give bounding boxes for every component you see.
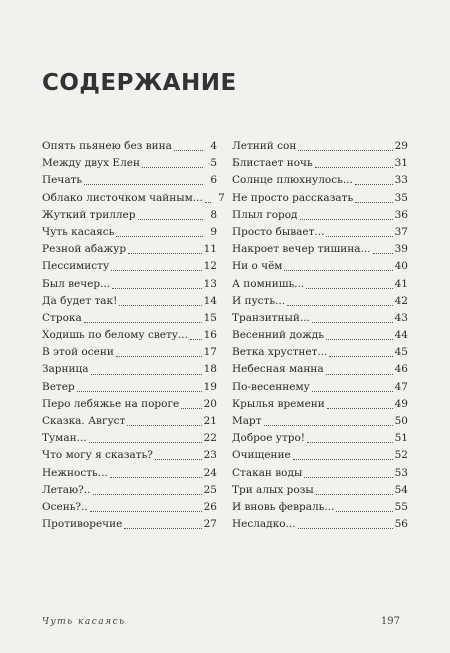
toc-entry-title: Облако листочком чайным... (42, 191, 203, 204)
toc-entry-title: Ни о чём (232, 260, 283, 273)
toc-entry-page: 26 (203, 500, 217, 513)
toc-entry (42, 172, 217, 189)
dot-leader (304, 477, 392, 478)
dot-leader (110, 477, 202, 478)
toc-entry-page: 25 (203, 483, 217, 496)
toc-entry (232, 190, 408, 207)
toc-entry (232, 258, 408, 275)
dot-leader (284, 270, 392, 271)
dot-leader (116, 356, 202, 357)
toc-entry-title: Осень?.. (42, 500, 88, 513)
toc-entry-title: Небесная манна (232, 363, 324, 376)
dot-leader (298, 150, 392, 151)
toc-entry (42, 430, 217, 447)
toc-entry (232, 482, 408, 499)
dot-leader (329, 356, 392, 357)
toc-column-left (42, 138, 225, 533)
toc-entry-page: 14 (203, 294, 217, 307)
toc-entry (42, 241, 217, 258)
toc-entry (42, 396, 217, 413)
toc-entry-page: 37 (394, 225, 408, 238)
toc-entry-page: 13 (203, 277, 217, 290)
toc-entry-page: 52 (394, 449, 408, 462)
dot-leader (312, 322, 393, 323)
toc-entry-title: Летний сон (232, 140, 297, 152)
toc-entry (232, 224, 408, 241)
dot-leader (205, 202, 211, 203)
dot-leader (300, 219, 393, 220)
toc-entry (42, 276, 217, 293)
toc-entry-page: 27 (203, 518, 217, 531)
toc-entry-page: 20 (203, 397, 217, 410)
toc-entry (42, 190, 225, 207)
toc-entry-page: 35 (394, 191, 408, 204)
toc-entry (42, 224, 217, 241)
toc-entry-title: Просто бывает... (232, 225, 325, 238)
toc-entry (232, 138, 408, 155)
dot-leader (127, 425, 201, 426)
dot-leader (89, 442, 202, 443)
toc-entry-title: Противоречие (42, 518, 123, 531)
toc-entry-page: 29 (394, 140, 408, 152)
toc-entry-title: Перо лебяжье на пороге (42, 397, 180, 410)
toc-entry-page: 55 (394, 500, 408, 513)
toc-entry-page: 51 (394, 432, 408, 445)
toc-entry-title: Несладко... (232, 518, 296, 531)
toc-entry (232, 379, 408, 396)
dot-leader (138, 219, 204, 220)
toc-entry-page: 56 (394, 518, 408, 531)
toc-entry-title: Блистает ночь (232, 157, 313, 170)
toc-entry-title: Солнце плюхнулось... (232, 174, 353, 187)
toc-entry-page: 43 (394, 311, 408, 324)
dot-leader (315, 167, 393, 168)
toc-entry-page: 41 (394, 277, 408, 290)
toc-entry (42, 361, 217, 378)
toc-entry-page: 9 (210, 225, 217, 238)
toc-entry (42, 138, 217, 155)
toc-entry (232, 310, 408, 327)
dot-leader (77, 391, 202, 392)
toc-entry (42, 499, 217, 516)
toc-entry-title: Март (232, 415, 262, 427)
toc-entry-page: 23 (203, 449, 217, 462)
toc-entry-page: 47 (394, 380, 408, 393)
toc-entry-page: 50 (394, 415, 408, 427)
dot-leader (119, 305, 201, 306)
toc-entry (232, 465, 408, 482)
toc-entry (232, 499, 408, 516)
toc-entry-page: 4 (210, 140, 217, 152)
toc-entry (232, 516, 408, 533)
toc-entry-title: Три алых розы (232, 483, 314, 496)
toc-entry-title: Доброе утро! (232, 432, 306, 445)
dot-leader (112, 288, 202, 289)
dot-leader (142, 167, 203, 168)
toc-entry-page: 42 (394, 294, 408, 307)
dot-leader (190, 339, 202, 340)
toc-entry-title: Транзитный... (232, 311, 310, 324)
dot-leader (298, 528, 393, 529)
dot-leader (181, 408, 201, 409)
toc-entry-page: 7 (218, 191, 225, 204)
dot-leader (124, 528, 201, 529)
toc-entry-title: По-весеннему (232, 380, 310, 393)
page-title: СОДЕРЖАНИЕ (42, 70, 237, 96)
toc-entry (232, 241, 408, 258)
toc-entry-title: Зарница (42, 363, 89, 376)
toc-entry-title: Сказка. Август (42, 415, 126, 427)
toc-entry (42, 293, 217, 310)
toc-entry (42, 482, 217, 499)
toc-entry (232, 155, 408, 172)
dot-leader (84, 184, 203, 185)
toc-entry-page: 6 (210, 174, 217, 187)
toc-entry (232, 396, 408, 413)
toc-entry-title: Резной абажур (42, 243, 127, 256)
toc-entry (232, 430, 408, 447)
toc-entry (42, 413, 217, 430)
toc-entry-page: 33 (394, 174, 408, 187)
toc-entry-title: Не просто рассказать (232, 191, 354, 204)
toc-entry-page: 11 (203, 243, 217, 256)
toc-entry-title: Нежность... (42, 466, 108, 479)
toc-entry-title: Чуть касаясь (42, 225, 115, 238)
toc-entry-title: Очищение (232, 449, 291, 462)
dot-leader (316, 494, 393, 495)
dot-leader (91, 374, 202, 375)
dot-leader (327, 408, 393, 409)
dot-leader (84, 322, 202, 323)
toc-entry (42, 310, 217, 327)
toc-entry-title: Стакан воды (232, 466, 303, 479)
toc-entry (232, 293, 408, 310)
dot-leader (326, 236, 392, 237)
toc-entry-page: 15 (203, 311, 217, 324)
toc-entry-page: 54 (394, 483, 408, 496)
dot-leader (174, 150, 203, 151)
toc-entry-title: Печать (42, 174, 83, 187)
toc-entry (232, 276, 408, 293)
toc-entry-page: 19 (203, 380, 217, 393)
toc-entry-page: 46 (394, 363, 408, 376)
toc-entry-page: 45 (394, 346, 408, 359)
toc-entry-title: И вновь февраль... (232, 500, 335, 513)
toc-entry-title: Весенний дождь (232, 329, 324, 342)
toc-entry-title: Летаю?.. (42, 483, 91, 496)
toc-entry (232, 361, 408, 378)
running-title: Чуть касаясь (42, 617, 126, 627)
toc-entry (232, 172, 408, 189)
toc-entry-page: 17 (203, 346, 217, 359)
toc-entry-title: Что могу я сказать? (42, 449, 153, 462)
toc-entry-page: 12 (203, 260, 217, 273)
dot-leader (373, 253, 393, 254)
dot-leader (128, 253, 202, 254)
toc-entry-title: Туман... (42, 432, 87, 445)
toc-entry-page: 8 (210, 208, 217, 221)
toc-entry-title: Ходишь по белому свету... (42, 329, 188, 342)
toc-entry-title: Крылья времени (232, 397, 325, 410)
toc-entry (232, 344, 408, 361)
toc-entry-page: 18 (203, 363, 217, 376)
toc-entry-title: Был вечер... (42, 277, 111, 290)
toc-entry-title: Ветер (42, 380, 75, 393)
dot-leader (307, 442, 393, 443)
dot-leader (326, 339, 393, 340)
dot-leader (312, 391, 393, 392)
toc-entry-title: Накроет вечер тишина... (232, 243, 371, 256)
dot-leader (264, 425, 393, 426)
toc-entry-title: Между двух Елен (42, 157, 140, 170)
dot-leader (287, 305, 393, 306)
toc-entry-page: 39 (394, 243, 408, 256)
toc-entry-page: 40 (394, 260, 408, 273)
dot-leader (90, 511, 202, 512)
toc-entry-page: 36 (394, 208, 408, 221)
toc-entry (42, 516, 217, 533)
toc-entry-title: А помнишь... (232, 277, 305, 290)
toc-entry-page: 5 (210, 157, 217, 170)
dot-leader (293, 459, 393, 460)
toc-entry (232, 327, 408, 344)
toc-entry-page: 24 (203, 466, 217, 479)
toc-entry (232, 413, 408, 430)
toc-entry-title: В этой осени (42, 346, 114, 359)
toc-entry-page: 53 (394, 466, 408, 479)
toc-entry (42, 327, 217, 344)
dot-leader (116, 236, 203, 237)
toc-column-right (232, 138, 408, 533)
toc-entry-page: 49 (394, 397, 408, 410)
toc-entry-page: 44 (394, 329, 408, 342)
dot-leader (355, 184, 393, 185)
toc-entry-page: 22 (203, 432, 217, 445)
toc-entry-title: Пессимисту (42, 260, 110, 273)
dot-leader (336, 511, 392, 512)
toc-entry-title: И пусть... (232, 294, 286, 307)
toc-entry-page: 21 (203, 415, 217, 427)
toc-entry (42, 447, 217, 464)
toc-entry (232, 207, 408, 224)
dot-leader (155, 459, 202, 460)
toc-entry (42, 379, 217, 396)
toc-entry-title: Да будет так! (42, 294, 118, 307)
dot-leader (93, 494, 202, 495)
dot-leader (355, 202, 392, 203)
toc-entry (42, 258, 217, 275)
dot-leader (326, 374, 393, 375)
toc-entry-title: Ветка хрустнет... (232, 346, 328, 359)
toc-entry-title: Опять пьянею без вина (42, 140, 172, 152)
toc-entry (42, 155, 217, 172)
dot-leader (306, 288, 392, 289)
page-number: 197 (380, 616, 400, 627)
toc-entry (42, 207, 217, 224)
toc-entry-title: Жуткий триллер (42, 208, 136, 221)
dot-leader (111, 270, 201, 271)
toc-entry (42, 344, 217, 361)
toc-entry-title: Плыл город (232, 208, 298, 221)
toc-entry (232, 447, 408, 464)
toc-entry (42, 465, 217, 482)
toc-entry-page: 31 (394, 157, 408, 170)
toc-entry-title: Строка (42, 311, 82, 324)
toc-entry-page: 16 (203, 329, 217, 342)
